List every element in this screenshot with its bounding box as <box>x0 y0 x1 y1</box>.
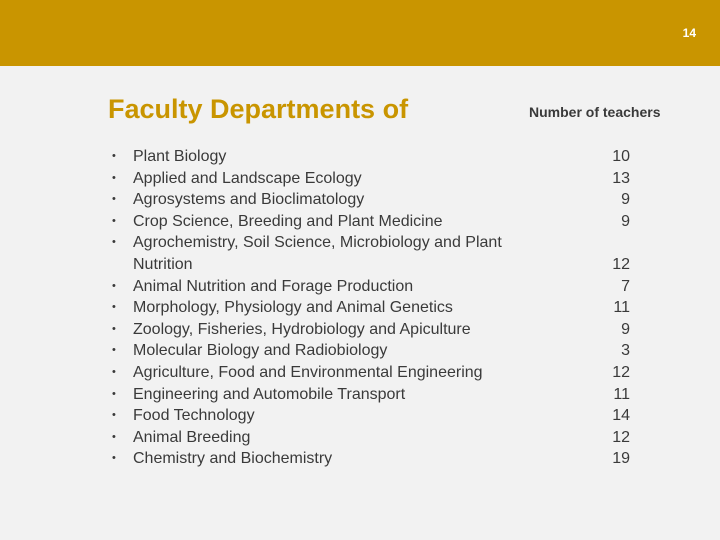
teacher-count: 11 <box>613 299 630 317</box>
list-item <box>112 340 532 362</box>
bullet-icon: • <box>112 365 116 378</box>
bullet-icon: • <box>112 344 116 357</box>
department-name: Morphology, Physiology and Animal Genetics <box>133 299 453 317</box>
list-item <box>112 232 532 275</box>
list-item <box>112 384 532 406</box>
list-item <box>112 297 532 319</box>
list-item <box>112 211 532 233</box>
bullet-icon: • <box>112 214 116 227</box>
bullet-icon: • <box>112 301 116 314</box>
teacher-count: 12 <box>612 428 630 446</box>
department-list <box>112 146 532 470</box>
department-name: Animal Breeding <box>133 428 251 446</box>
page-title: Faculty Departments of <box>108 94 409 124</box>
department-name: Food Technology <box>133 407 255 425</box>
bullet-icon: • <box>112 322 116 335</box>
teacher-count: 19 <box>612 450 630 468</box>
department-name: Chemistry and Biochemistry <box>133 450 333 468</box>
department-name: Engineering and Automobile Transport <box>133 385 406 403</box>
list-item <box>112 448 532 470</box>
teacher-count: 9 <box>621 320 630 338</box>
list-item <box>112 189 532 211</box>
department-name: Animal Nutrition and Forage Production <box>133 277 414 295</box>
department-name: Applied and Landscape Ecology <box>133 169 362 187</box>
list-item <box>112 319 532 341</box>
department-name: Crop Science, Breeding and Plant Medicine <box>133 212 443 230</box>
bullet-icon: • <box>112 150 116 162</box>
list-item <box>112 362 532 384</box>
bullet-icon: • <box>112 193 116 206</box>
teacher-count: 10 <box>612 148 630 165</box>
bullet-icon: • <box>112 452 116 465</box>
bullet-icon: • <box>112 409 116 422</box>
teacher-count: 12 <box>612 363 630 381</box>
department-name: Zoology, Fisheries, Hydrobiology and Apiculture <box>133 320 471 338</box>
department-name: Agriculture, Food and Environmental Engineering <box>133 363 483 381</box>
department-name: Agrosystems and Bioclimatology <box>133 191 365 209</box>
bullet-icon: • <box>112 430 116 443</box>
list-item <box>112 405 532 427</box>
teacher-count: 12 <box>612 255 630 273</box>
list-item <box>112 168 532 190</box>
column-header-teachers: Number of teachers <box>529 104 661 120</box>
teacher-count: 3 <box>621 342 630 360</box>
bullet-icon: • <box>112 279 116 292</box>
teacher-count: 11 <box>613 385 630 403</box>
teacher-count: 7 <box>621 277 630 295</box>
bullet-icon: • <box>112 387 116 400</box>
teacher-count: 9 <box>621 212 630 230</box>
slide-number: 14 <box>682 26 696 40</box>
teacher-count: 14 <box>612 407 630 425</box>
bullet-icon: • <box>112 236 116 249</box>
teacher-count: 9 <box>621 191 630 209</box>
department-name: Plant Biology <box>133 148 227 165</box>
list-item <box>112 427 532 449</box>
teacher-count: 13 <box>612 169 630 187</box>
teacher-count-list <box>590 146 630 470</box>
department-name: Molecular Biology and Radiobiology <box>133 342 388 360</box>
department-name: Agrochemistry, Soil Science, Microbiology and Plant Nutrition <box>133 234 502 273</box>
bullet-icon: • <box>112 171 116 184</box>
list-item <box>112 146 532 168</box>
header-bar <box>0 0 720 66</box>
list-item <box>112 276 532 298</box>
